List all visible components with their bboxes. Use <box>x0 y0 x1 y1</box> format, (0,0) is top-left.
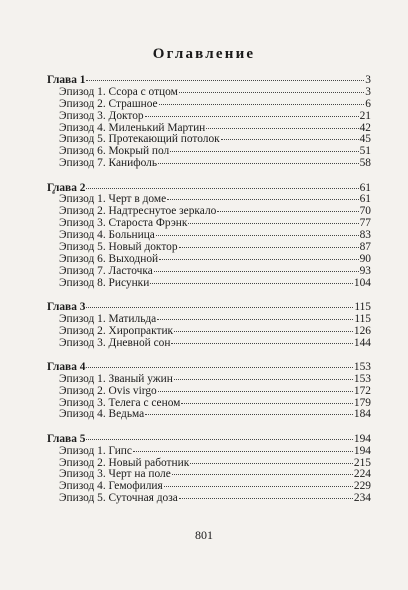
episode-entry <box>47 87 371 99</box>
dot-leader <box>86 367 352 368</box>
episode-title: Эпизод 2. Страшное <box>59 97 158 110</box>
episode-page-number: 224 <box>353 468 371 481</box>
dot-leader <box>158 391 353 392</box>
episode-entry <box>47 158 371 170</box>
episode-title: Эпизод 2. Новый работник <box>59 456 190 469</box>
dot-leader <box>86 439 352 440</box>
episode-title: Эпизод 8. Рисунки <box>59 276 150 289</box>
episode-title: Эпизод 3. Телега с сеном <box>59 396 181 409</box>
episode-entry <box>47 278 371 290</box>
chapter-title: Глава 5 <box>47 432 86 445</box>
dot-leader <box>179 92 364 93</box>
episode-entry <box>47 374 371 386</box>
episode-page-number: 90 <box>359 252 371 265</box>
dot-leader <box>188 223 358 224</box>
episode-entry <box>47 254 371 266</box>
dot-leader <box>172 474 353 475</box>
dot-leader <box>158 163 359 164</box>
dot-leader <box>181 403 353 404</box>
dot-leader <box>190 463 353 464</box>
page-title: Оглавление <box>152 46 256 62</box>
episode-page-number: 229 <box>353 480 371 493</box>
dot-leader <box>221 139 359 140</box>
chapter-page-number: 3 <box>365 74 371 86</box>
episode-title: Эпизод 1. Званый ужин <box>59 372 173 385</box>
chapter-title: Глава 3 <box>47 300 86 313</box>
chapter-page-number: 153 <box>353 360 371 373</box>
episode-title: Эпизод 2. Ovis virgo <box>59 384 157 397</box>
dot-leader <box>154 271 359 272</box>
chapter-page-number: 194 <box>353 432 371 445</box>
episode-title: Эпизод 5. Новый доктор <box>59 240 178 253</box>
dot-leader <box>157 319 353 320</box>
dot-leader <box>179 247 359 248</box>
episode-page-number: 83 <box>359 229 371 242</box>
episode-entry <box>47 99 371 111</box>
episode-entry <box>47 386 371 398</box>
episode-title: Эпизод 3. Черт на поле <box>59 468 171 481</box>
chapter-page-number: 61 <box>359 181 371 194</box>
dot-leader <box>133 451 353 452</box>
chapter-heading <box>47 434 371 446</box>
episode-entry <box>47 493 371 505</box>
episode-title: Эпизод 5. Протекающий потолок <box>59 133 220 146</box>
dot-leader <box>170 151 358 152</box>
episode-page-number: 51 <box>359 145 371 158</box>
episode-page-number: 77 <box>359 217 371 230</box>
dot-leader <box>86 80 364 81</box>
episode-page-number: 172 <box>353 384 371 397</box>
dot-leader <box>217 211 358 212</box>
episode-page-number: 194 <box>353 444 371 457</box>
dot-leader <box>159 104 365 105</box>
episode-title: Эпизод 6. Выходной <box>59 252 159 265</box>
episode-page-number: 179 <box>353 396 371 409</box>
episode-entry <box>47 446 371 458</box>
episode-page-number: 61 <box>359 193 371 206</box>
dot-leader <box>86 188 358 189</box>
episode-title: Эпизод 4. Больница <box>59 229 155 242</box>
episode-entry <box>47 338 371 350</box>
dot-leader <box>174 331 353 332</box>
episode-entry <box>47 314 371 326</box>
episode-page-number: 42 <box>359 121 371 134</box>
page-number: 801 <box>195 528 213 542</box>
episode-title: Эпизод 4. Миленький Мартин <box>59 121 206 134</box>
episode-page-number: 93 <box>359 264 371 277</box>
table-of-contents <box>47 75 371 517</box>
episode-page-number: 70 <box>359 205 371 218</box>
dot-leader <box>179 498 353 499</box>
episode-entry <box>47 326 371 338</box>
episode-page-number: 58 <box>359 157 371 170</box>
dot-leader <box>167 199 358 200</box>
dot-leader <box>164 486 353 487</box>
episode-page-number: 215 <box>353 456 371 469</box>
dot-leader <box>174 379 353 380</box>
episode-entry <box>47 111 371 123</box>
episode-page-number: 184 <box>353 408 371 421</box>
episode-title: Эпизод 7. Канифоль <box>59 157 158 170</box>
episode-title: Эпизод 2. Хиропрактик <box>59 324 174 337</box>
dot-leader <box>86 307 353 308</box>
episode-page-number: 45 <box>359 133 371 146</box>
chapter-block <box>47 434 371 505</box>
chapter-block <box>47 362 371 421</box>
episode-entry <box>47 266 371 278</box>
episode-title: Эпизод 3. Староста Фрэнк <box>59 217 188 230</box>
episode-page-number: 144 <box>353 336 371 349</box>
chapter-title: Глава 4 <box>47 360 86 373</box>
episode-title: Эпизод 4. Ведьма <box>59 408 145 421</box>
episode-page-number: 153 <box>353 372 371 385</box>
dot-leader <box>206 128 358 129</box>
episode-title: Эпизод 1. Ссора с отцом <box>59 85 178 98</box>
dot-leader <box>156 235 359 236</box>
chapter-title: Глава 1 <box>47 74 86 86</box>
episode-page-number: 234 <box>353 492 371 505</box>
episode-title: Эпизод 4. Гемофилия <box>59 480 163 493</box>
episode-page-number: 115 <box>354 312 371 325</box>
chapter-title: Глава 2 <box>47 181 86 194</box>
chapter-page-number: 115 <box>354 300 371 313</box>
dot-leader <box>150 283 353 284</box>
chapter-heading <box>47 362 371 374</box>
episode-page-number: 87 <box>359 240 371 253</box>
dot-leader <box>145 116 359 117</box>
episode-title: Эпизод 5. Суточная доза <box>59 492 178 505</box>
episode-page-number: 3 <box>365 85 371 98</box>
episode-title: Эпизод 6. Мокрый пол <box>59 145 170 158</box>
episode-title: Эпизод 7. Ласточка <box>59 264 153 277</box>
episode-page-number: 126 <box>353 324 371 337</box>
episode-page-number: 21 <box>359 109 371 122</box>
chapter-block <box>47 183 371 290</box>
dot-leader <box>159 259 359 260</box>
episode-entry <box>47 409 371 421</box>
episode-title: Эпизод 3. Дневной сон <box>59 336 171 349</box>
episode-page-number: 104 <box>353 276 371 289</box>
episode-title: Эпизод 1. Матильда <box>59 312 157 325</box>
chapter-block <box>47 75 371 170</box>
dot-leader <box>171 343 352 344</box>
episode-title: Эпизод 3. Доктор <box>59 109 144 122</box>
episode-page-number: 6 <box>365 97 371 110</box>
dot-leader <box>145 414 353 415</box>
episode-title: Эпизод 1. Гипс <box>59 444 132 457</box>
chapter-block <box>47 302 371 350</box>
episode-title: Эпизод 2. Надтреснутое зеркало <box>59 205 217 218</box>
episode-title: Эпизод 1. Черт в доме <box>59 193 167 206</box>
